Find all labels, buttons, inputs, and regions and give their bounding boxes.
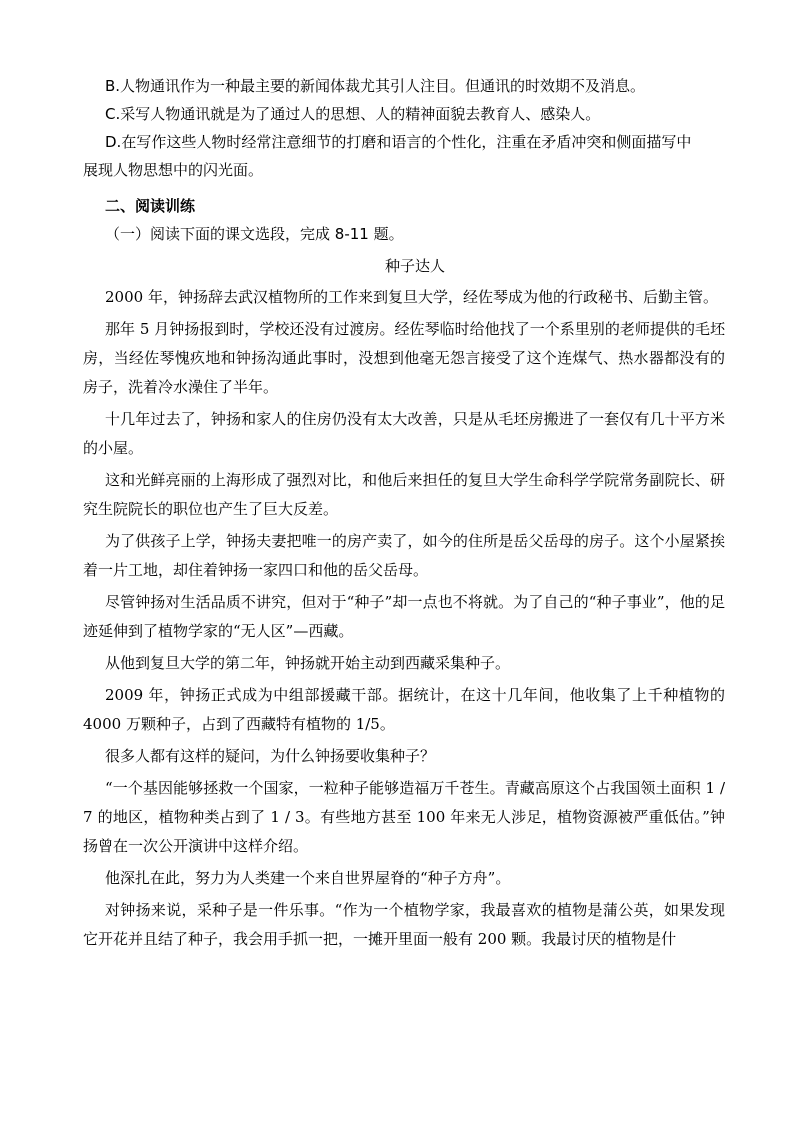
option-d-line2: 展现人物思想中的闪光面。 (83, 161, 264, 179)
article-paragraph: 对钟扬来说，采种子是一件乐事。“作为一个植物学家，我最喜欢的植物是蒲公英，如果发现它开花并且结了种子，我会用手抓一把，一摊开里面一般有 200 颗。我最讨厌的植物是什 (83, 901, 725, 948)
option-b: B.人物通讯作为一种最主要的新闻体裁尤其引人注目。但通讯的时效期不及消息。 (105, 77, 646, 95)
article-body (83, 283, 725, 954)
article-paragraph: 从他到复旦大学的第二年，钟扬就开始主动到西藏采集种子。 (105, 654, 511, 672)
article-paragraph: 2009 年，钟扬正式成为中组部援藏干部。据统计，在这十几年间，他收集了上千种植物的 4000 万颗种子，占到了西藏特有植物的 1/5。 (83, 686, 725, 733)
section-instruction: （一）阅读下面的课文选段，完成 8-11 题。 (105, 225, 404, 243)
article-paragraph: “一个基因能够拯救一个国家，一粒种子能够造福万千苍生。青藏高原这个占我国领土面积 1 / 7 的地区，植物种类占到了 1 / 3。有些地方甚至 100 年来无人涉足，植物资源被严重低估。”钟扬曾在一次公开演讲中这样介绍。 (83, 779, 725, 855)
article-paragraph: 尽管钟扬对生活品质不讲究，但对于“种子”却一点也不将就。为了自己的“种子事业”，他的足迹延伸到了植物学家的“无人区”—西藏。 (83, 593, 725, 640)
article-paragraph: 为了供孩子上学，钟扬夫妻把唯一的房产卖了，如今的住所是岳父岳母的房子。这个小屋紧挨着一片工地，却住着钟扬一家四口和他的岳父岳母。 (83, 532, 725, 579)
article-paragraph: 这和光鲜亮丽的上海形成了强烈对比，和他后来担任的复旦大学生命科学学院常务副院长、研究生院院长的职位也产生了巨大反差。 (83, 471, 725, 518)
article-paragraph: 2000 年，钟扬辞去武汉植物所的工作来到复旦大学，经佐琴成为他的行政秘书、后勤主管。 (105, 288, 718, 306)
article-paragraph: 他深扎在此，努力为人类建一个来自世界屋脊的“种子方舟”。 (105, 869, 511, 887)
article-paragraph: 十几年过去了，钟扬和家人的住房仍没有太大改善，只是从毛坯房搬进了一套仅有几十平方米的小屋。 (83, 410, 725, 457)
document-page (83, 72, 725, 954)
article-paragraph: 那年 5 月钟扬报到时，学校还没有过渡房。经佐琴临时给他找了一个系里别的老师提供的毛坯房，当经佐琴愧疚地和钟扬沟通此事时，没想到他毫无怨言接受了这个连煤气、热水器都没有的房子，洗着冷水澡住了半年。 (83, 320, 725, 396)
option-d-line1: D.在写作这些人物时经常注意细节的打磨和语言的个性化，注重在矛盾冲突和侧面描写中 (105, 133, 692, 151)
article-title: 种子达人 (384, 257, 445, 275)
option-c: C.采写人物通讯就是为了通过人的思想、人的精神面貌去教育人、感染人。 (105, 105, 601, 123)
section-title: 二、阅读训练 (105, 197, 196, 215)
article-paragraph: 很多人都有这样的疑问，为什么钟扬要收集种子？ (105, 747, 436, 765)
